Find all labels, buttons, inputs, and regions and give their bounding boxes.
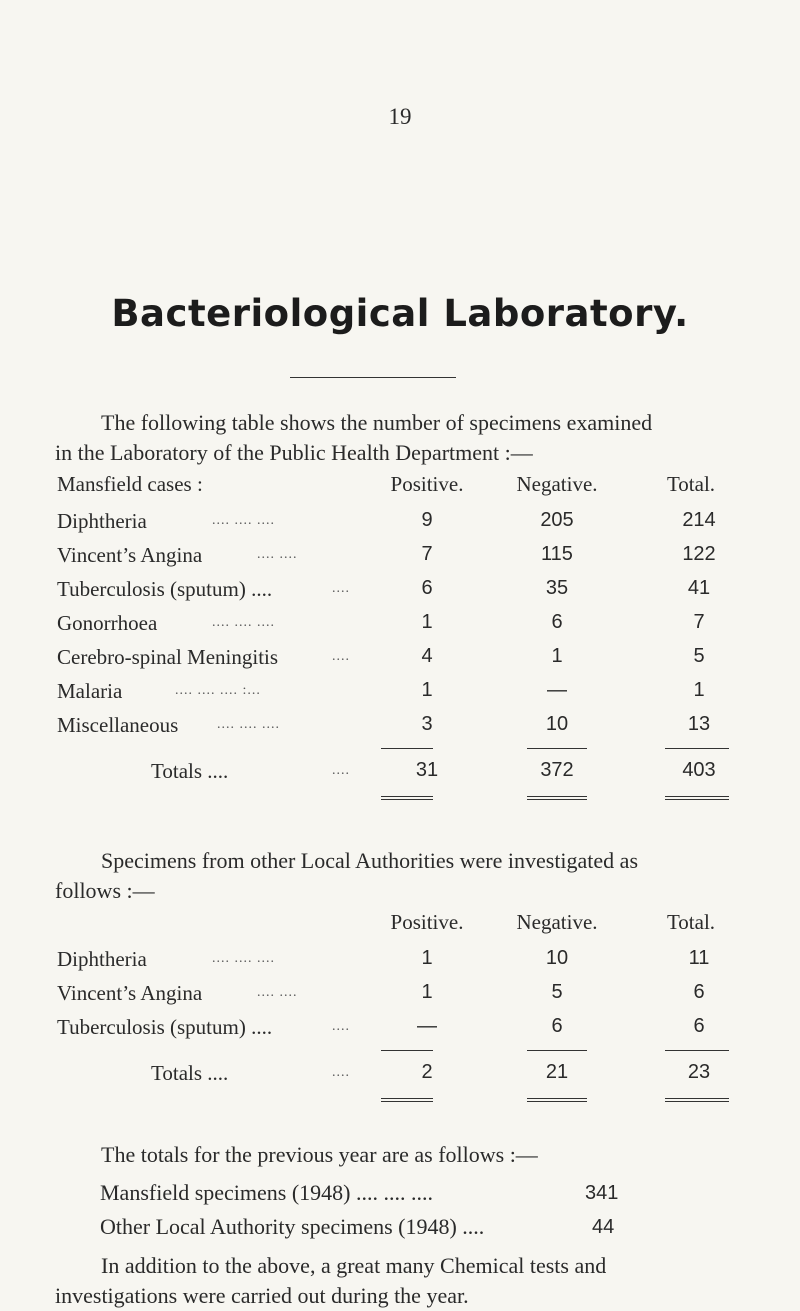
row-label: Cerebro-spinal Meningitis — [57, 645, 279, 669]
cell-total: 41 — [687, 577, 711, 599]
total-total: 403 — [682, 759, 716, 781]
leader-dots: .... — [332, 581, 350, 596]
intro-paragraph — [55, 408, 755, 468]
table-row — [57, 713, 757, 743]
other-authorities-paragraph — [55, 846, 755, 906]
cell-positive: 1 — [421, 947, 433, 969]
leader-dots: .... .... .... — [212, 513, 275, 528]
cell-negative: 115 — [541, 543, 573, 565]
total-positive: 2 — [421, 1061, 433, 1083]
row-label: Diphtheria — [57, 509, 147, 533]
cell-total: 214 — [682, 509, 716, 531]
table-row — [57, 981, 757, 1011]
title-underline — [290, 377, 456, 378]
col-total: Total. — [666, 472, 716, 496]
totals-row — [57, 1061, 757, 1091]
leader-dots: .... .... .... :... — [175, 683, 261, 698]
row-label: Gonorrhoea — [57, 611, 158, 635]
other-intro-line-2: follows :— — [55, 878, 155, 903]
double-rule-positive — [381, 1098, 433, 1102]
row-label: Vincent’s Angina — [57, 543, 203, 567]
page-number: 19 — [388, 104, 412, 129]
page-title: Bacteriological Laboratory. — [111, 292, 689, 335]
previous-other-label: Other Local Authority specimens (1948) .... — [100, 1214, 485, 1239]
double-rule-negative — [527, 796, 587, 800]
sum-rule-negative — [527, 748, 587, 749]
table-row — [57, 509, 757, 539]
table-row — [57, 645, 757, 675]
intro-line-1: The following table shows the number of specimens examined — [101, 410, 653, 435]
cell-positive: 1 — [421, 679, 433, 701]
totals-label: Totals .... — [151, 1061, 229, 1085]
closing-line-2: investigations were carried out during the year. — [55, 1283, 469, 1308]
cell-total: 6 — [693, 1015, 705, 1037]
total-positive: 31 — [415, 759, 439, 781]
previous-year-other — [100, 1214, 720, 1244]
total-negative: 372 — [540, 759, 574, 781]
cell-total: 5 — [693, 645, 705, 667]
sum-rule-total — [665, 1050, 729, 1051]
row-label: Tuberculosis (sputum) .... — [57, 577, 273, 601]
row-label: Diphtheria — [57, 947, 147, 971]
previous-mansfield-label: Mansfield specimens (1948) .... .... .... — [100, 1180, 433, 1205]
row-label: Malaria — [57, 679, 123, 703]
cell-negative: 35 — [545, 577, 569, 599]
previous-year-mansfield — [100, 1180, 720, 1210]
cell-total: 6 — [693, 981, 705, 1003]
cell-total: 122 — [682, 543, 716, 565]
leader-dots: .... .... .... — [217, 717, 280, 732]
double-rule-positive — [381, 796, 433, 800]
sum-rule-positive — [381, 1050, 433, 1051]
col-positive: Positive. — [390, 472, 464, 496]
total-total: 23 — [687, 1061, 711, 1083]
cell-negative: 10 — [545, 713, 569, 735]
table-row — [57, 947, 757, 977]
cell-positive: 4 — [421, 645, 433, 667]
cell-negative: — — [547, 679, 567, 701]
row-label: Vincent’s Angina — [57, 981, 203, 1005]
cell-positive: 7 — [421, 543, 433, 565]
totals-row — [57, 759, 757, 789]
cell-positive: 9 — [421, 509, 433, 531]
col-negative: Negative. — [516, 910, 598, 934]
cell-total: 11 — [688, 947, 710, 969]
cell-positive: 1 — [421, 611, 433, 633]
table-row — [57, 1015, 757, 1045]
table-label-header: Mansfield cases : — [57, 472, 203, 496]
table-row — [57, 543, 757, 573]
leader-dots: .... .... — [257, 985, 298, 1000]
double-rule-negative — [527, 1098, 587, 1102]
cell-positive: 6 — [421, 577, 433, 599]
previous-other-value: 44 — [592, 1216, 615, 1238]
leader-dots: .... — [332, 1065, 350, 1080]
cell-negative: 1 — [551, 645, 563, 667]
cell-negative: 6 — [551, 611, 563, 633]
closing-paragraph — [55, 1251, 755, 1311]
leader-dots: .... .... .... — [212, 951, 275, 966]
col-negative: Negative. — [516, 472, 598, 496]
cell-total: 1 — [693, 679, 705, 701]
table-row — [57, 577, 757, 607]
leader-dots: .... — [332, 649, 350, 664]
leader-dots: .... .... — [257, 547, 298, 562]
sum-rule-total — [665, 748, 729, 749]
leader-dots: .... — [332, 1019, 350, 1034]
double-rule-total — [665, 1098, 729, 1102]
cell-negative: 205 — [540, 509, 574, 531]
previous-year-intro — [55, 1140, 755, 1170]
leader-dots: .... .... .... — [212, 615, 275, 630]
previous-year-intro-text: The totals for the previous year are as follows :— — [101, 1142, 538, 1167]
sum-rule-negative — [527, 1050, 587, 1051]
sum-rule-positive — [381, 748, 433, 749]
cell-total: 7 — [693, 611, 705, 633]
intro-line-2: in the Laboratory of the Public Health Department :— — [55, 440, 533, 465]
col-positive: Positive. — [390, 910, 464, 934]
cell-positive: — — [417, 1015, 437, 1037]
leader-dots: .... — [332, 763, 350, 778]
table-row — [57, 611, 757, 641]
table-row — [57, 679, 757, 709]
cell-negative: 10 — [545, 947, 569, 969]
other-intro-line-1: Specimens from other Local Authorities were investigated as — [101, 848, 639, 873]
table-header — [57, 472, 757, 502]
cell-total: 13 — [687, 713, 711, 735]
previous-mansfield-value: 341 — [585, 1182, 619, 1204]
row-label: Miscellaneous — [57, 713, 179, 737]
cell-negative: 6 — [551, 1015, 563, 1037]
row-label: Tuberculosis (sputum) .... — [57, 1015, 273, 1039]
total-negative: 21 — [545, 1061, 569, 1083]
cell-positive: 3 — [421, 713, 433, 735]
col-total: Total. — [666, 910, 716, 934]
table-header — [57, 910, 757, 940]
cell-negative: 5 — [551, 981, 563, 1003]
totals-label: Totals .... — [151, 759, 229, 783]
cell-positive: 1 — [421, 981, 433, 1003]
closing-line-1: In addition to the above, a great many Chemical tests and — [101, 1253, 607, 1278]
double-rule-total — [665, 796, 729, 800]
